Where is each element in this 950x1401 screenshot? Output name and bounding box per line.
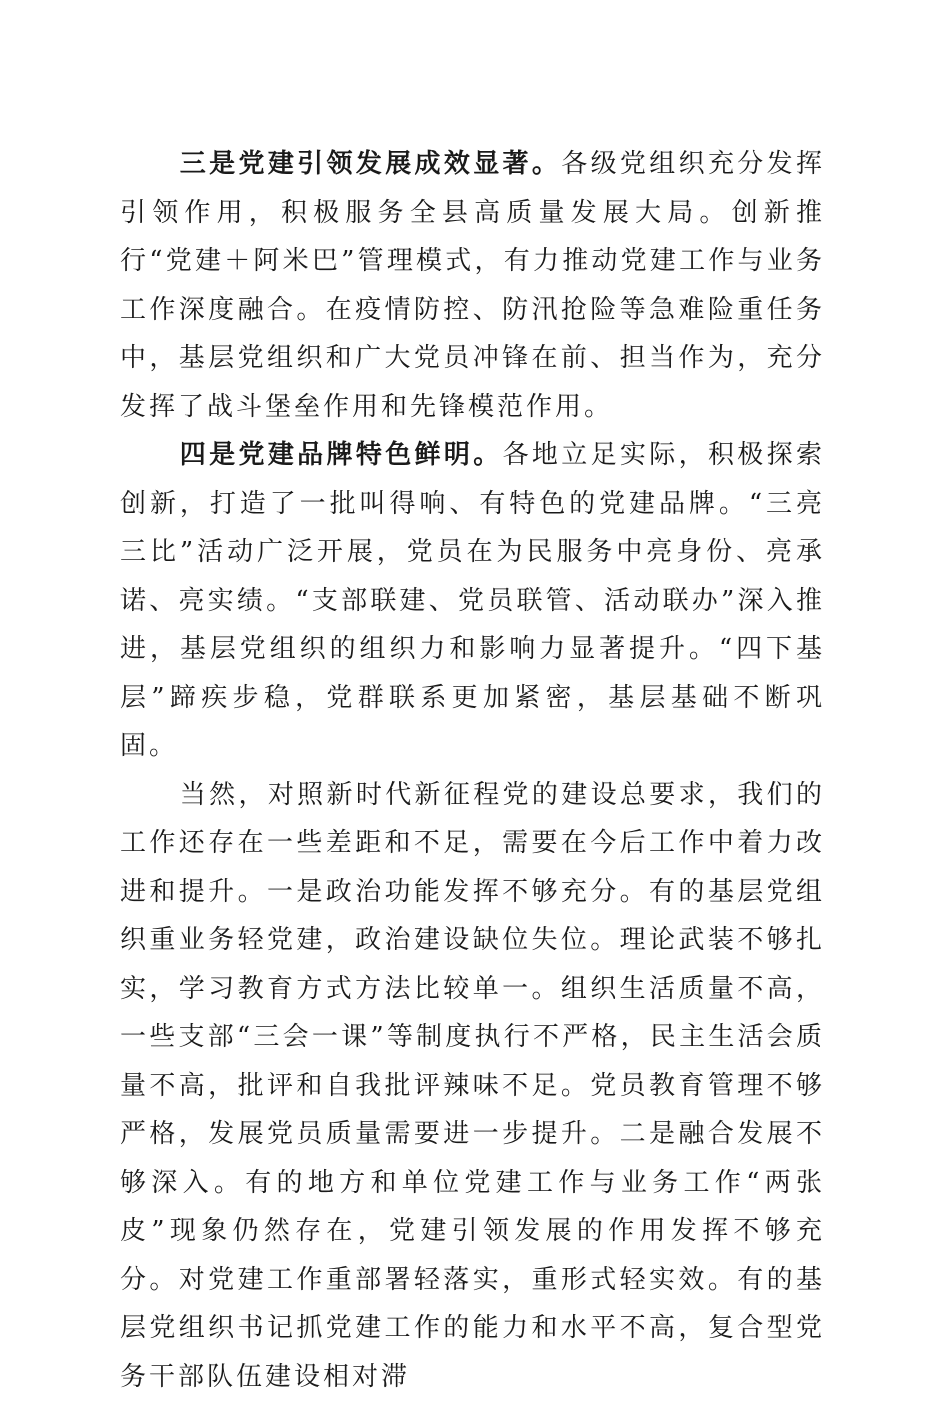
document-body bbox=[120, 140, 825, 1401]
paragraph-party-brand bbox=[120, 431, 825, 771]
paragraph-text: 各级党组织充分发挥引领作用，积极服务全县高质量发展大局。创新推行“党建＋阿米巴”管理模式，有力推动党建工作与业务工作深度融合。在疫情防控、防汛抢险等急难险重任务中，基层党组织和广大党员冲锋在前、担当作为，充分发挥了战斗堡垒作用和先锋模范作用。 bbox=[120, 149, 825, 422]
paragraph-shortcomings bbox=[120, 771, 825, 1401]
paragraph-text: 当然，对照新时代新征程党的建设总要求，我们的工作还存在一些差距和不足，需要在今后工作中着力改进和提升。一是政治功能发挥不够充分。有的基层党组织重业务轻党建，政治建设缺位失位。理论武装不够扎实，学习教育方式方法比较单一。组织生活质量不高，一些支部“三会一课”等制度执行不严格，民主生活会质量不高，批评和自我批评辣味不足。党员教育管理不够严格，发展党员质量需要进一步提升。二是融合发展不够深入。有的地方和单位党建工作与业务工作“两张皮”现象仍然存在，党建引领发展的作用发挥不够充分。对党建工作重部署轻落实，重形式轻实效。有的基层党组织书记抓党建工作的能力和水平不高，复合型党务干部队伍建设相对滞 bbox=[120, 780, 825, 1392]
paragraph-text: 各地立足实际，积极探索创新，打造了一批叫得响、有特色的党建品牌。“三亮三比”活动广泛开展，党员在为民服务中亮身份、亮承诺、亮实绩。“支部联建、党员联管、活动联办”深入推进，基层党组织的组织力和影响力显著提升。“四下基层”蹄疾步稳，党群联系更加紧密，基层基础不断巩固。 bbox=[120, 440, 825, 761]
paragraph-party-building-results bbox=[120, 140, 825, 431]
paragraph-lead: 四是党建品牌特色鲜明。 bbox=[180, 440, 503, 470]
paragraph-lead: 三是党建引领发展成效显著。 bbox=[180, 149, 561, 179]
